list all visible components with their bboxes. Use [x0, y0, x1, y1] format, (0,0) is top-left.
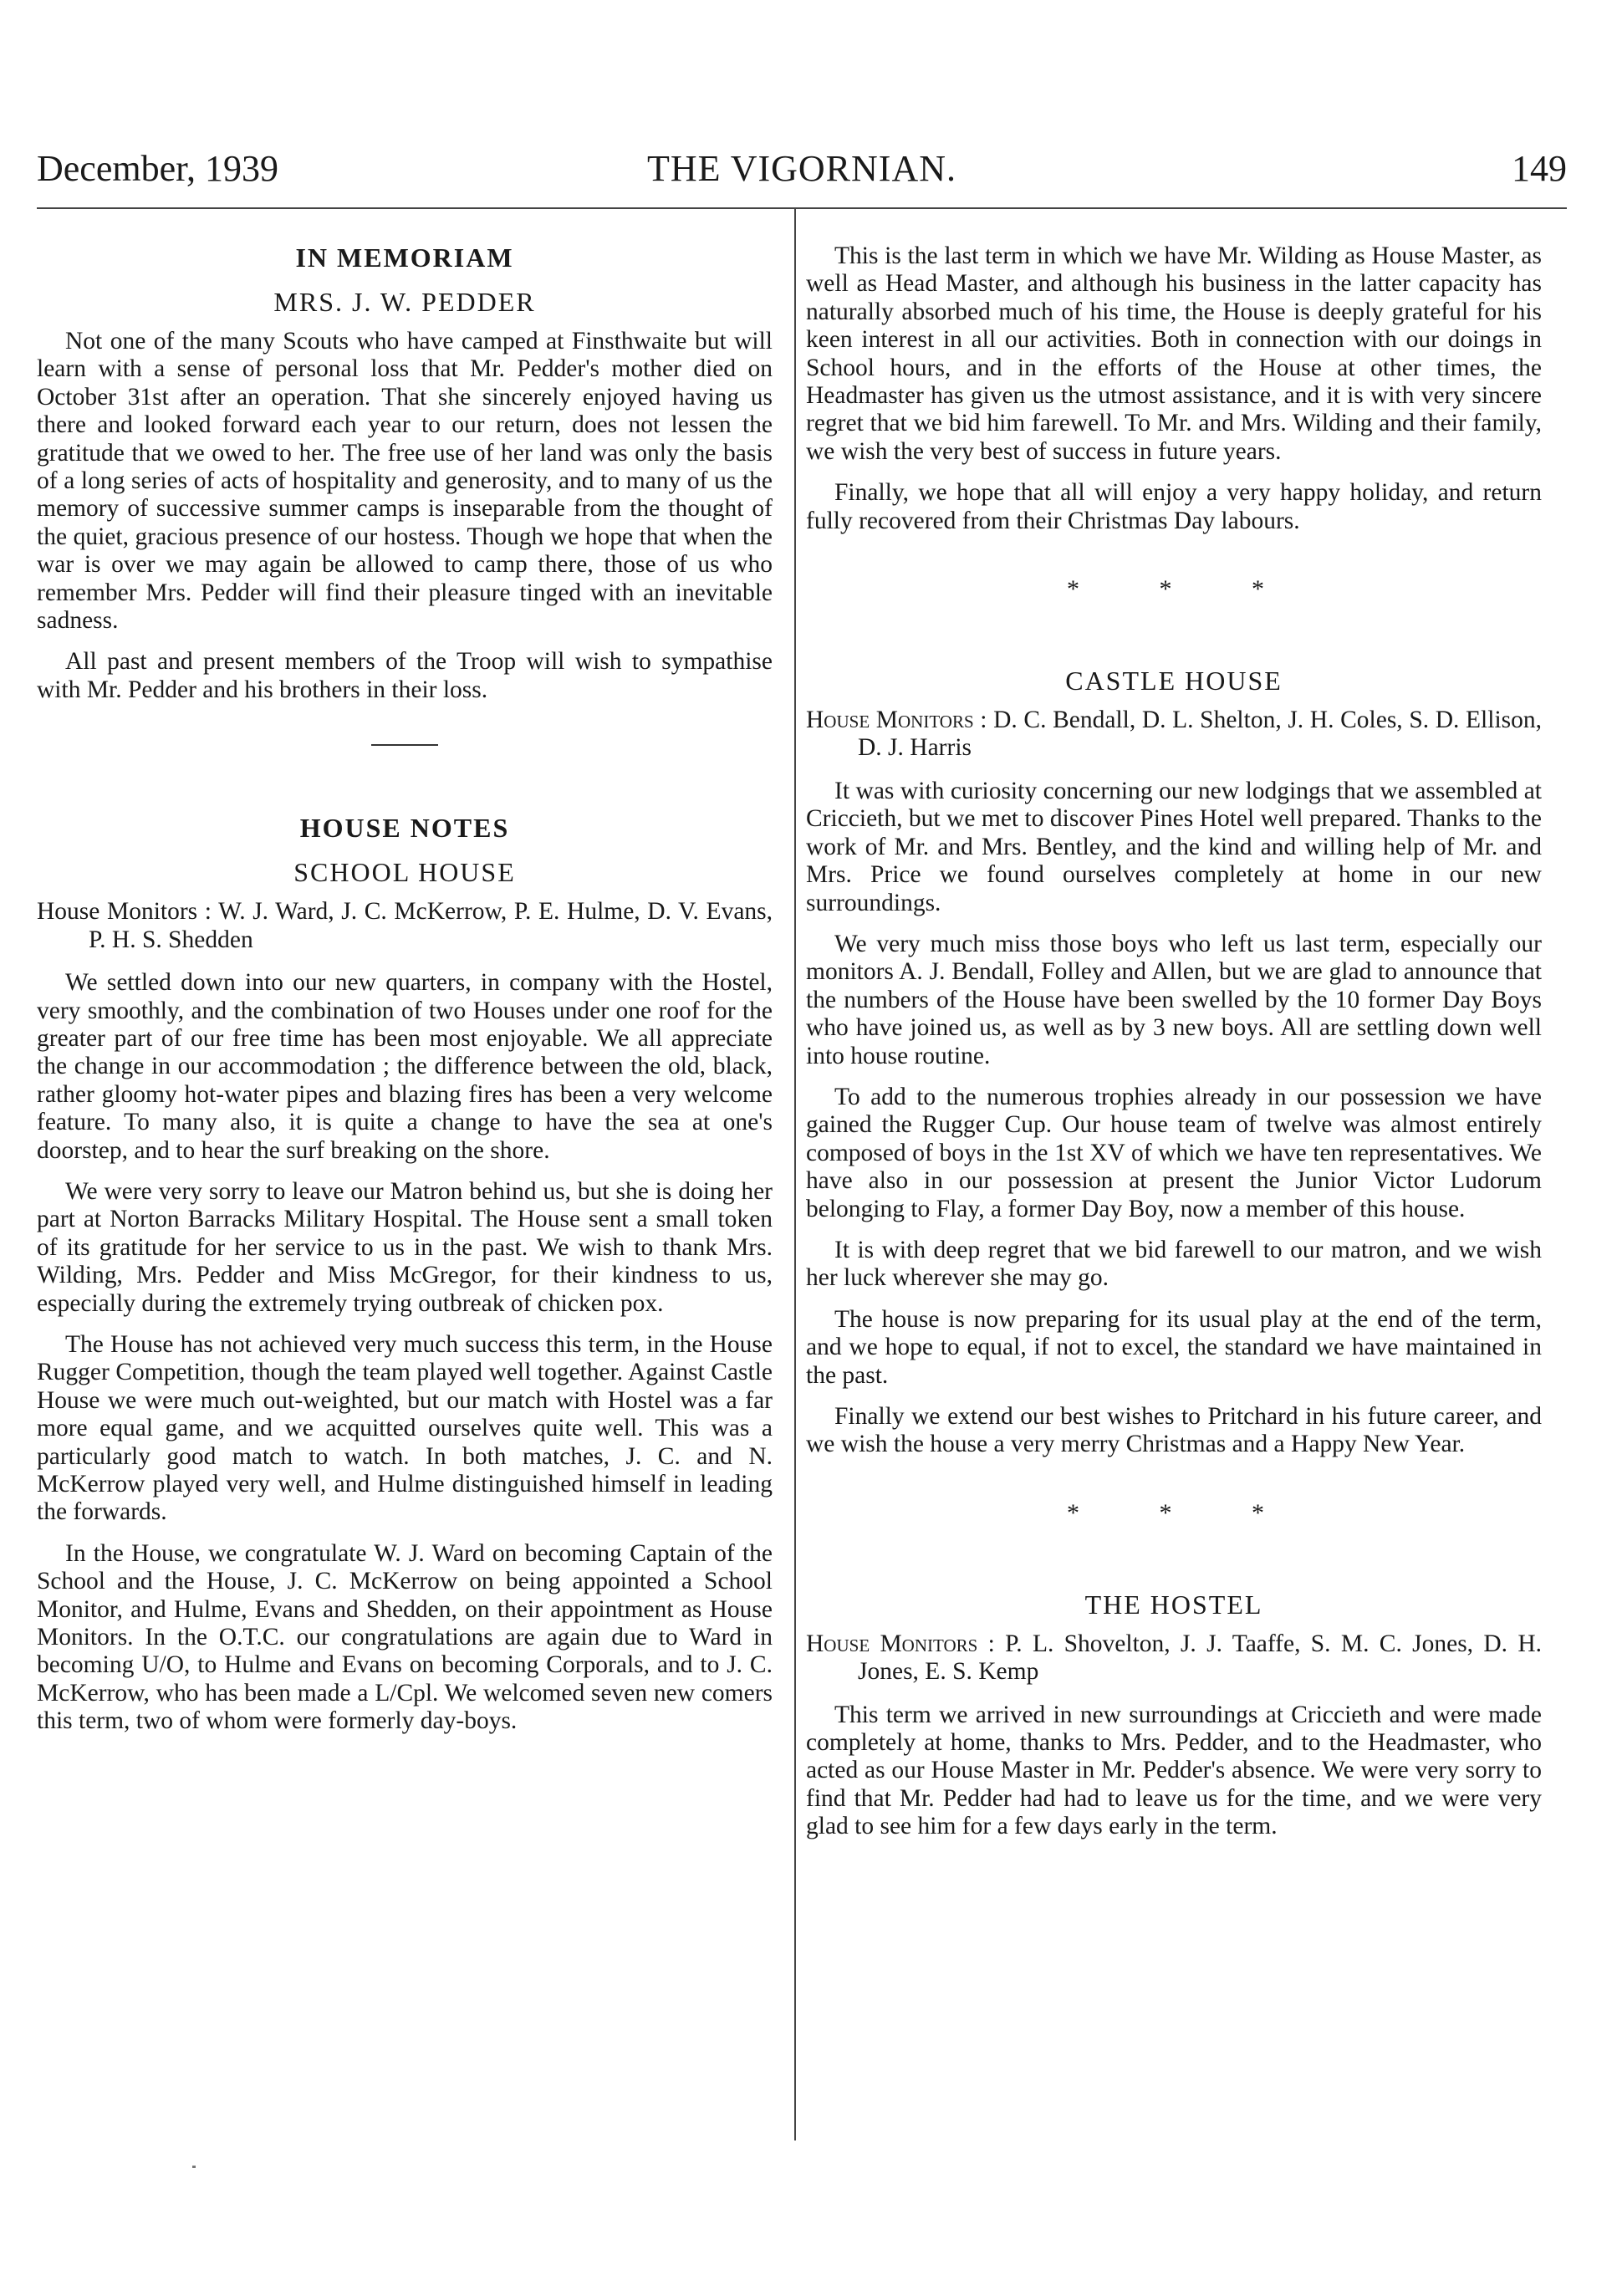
castle-house-heading: CASTLE HOUSE — [1065, 666, 1283, 696]
memoriam-subheading: MRS. J. W. PEDDER — [273, 287, 536, 317]
left-column — [37, 242, 773, 1749]
section-separator: * * * — [1067, 1498, 1301, 1527]
castle-house-paragraph: To add to the numerous trophies already in our possession we have gained the Rugger Cup. Our house team of twelve was almost entirely composed of boys in the 1st XV of which we have ten representatives. We have also in our possession at present the Junior Victor Ludorum belonging to Flay, a former Day Boy, now a member of this house. — [806, 1083, 1542, 1222]
school-house-paragraph: This is the last term in which we have Mr. Wilding as House Master, as well as Head Master, and although his business in the latter capacity has naturally absorbed much of his time, the House is deeply grateful for his keen interest in all our activities. Both in connection with our doings in School hours, and in the efforts of the House at other times, the Headmaster has given us the utmost assistance, and it is with very sincere regret that we bid him farewell. To Mr. and Mrs. Wilding and their family, we wish the very best of success in future years. — [806, 242, 1542, 465]
school-house-monitors — [37, 898, 773, 954]
castle-house-paragraph: It was with curiosity concerning our new lodgings that we assembled at Criccieth, but we met to discover Pines Hotel well prepared. Thanks to the work of Mr. and Mrs. Bentley, and the kind and willing help of Mr. and Mrs. Price we found ourselves completely at home in our new surroundings. — [806, 777, 1542, 916]
monitors-label: House Monitors : — [806, 707, 987, 734]
right-column — [806, 242, 1542, 1855]
castle-house-monitors — [806, 707, 1542, 763]
monitors-names: D. C. Bendall, D. L. Shelton, J. H. Coles, S. D. Ellison, D. J. Harris — [858, 707, 1542, 762]
hostel-heading: THE HOSTEL — [1084, 1589, 1263, 1620]
monitors-names: W. J. Ward, J. C. McKerrow, P. E. Hulme, D. V. Evans, P. H. S. Shedden — [89, 898, 773, 953]
page-number: 149 — [1512, 148, 1567, 189]
monitors-names: P. L. Shovelton, J. J. Taaffe, S. M. C. Jones, D. H. Jones, E. S. Kemp — [858, 1630, 1543, 1686]
school-house-heading: SCHOOL HOUSE — [293, 857, 516, 888]
school-house-paragraph: We were very sorry to leave our Matron behind us, but she is doing her part at Norton Barracks Military Hospital. The House sent a small token of its gratitude for her service to us in the past. We wish to thank Mrs. Wilding, Mrs. Pedder and Miss McGregor, for their kindness to us, especially during the extremely trying outbreak of chicken pox. — [37, 1177, 773, 1317]
section-separator: * * * — [1067, 575, 1301, 604]
castle-house-paragraph: It is with deep regret that we bid farewell to our matron, and we wish her luck wherever she may go. — [806, 1236, 1542, 1292]
memoriam-paragraph: All past and present members of the Troop will wish to sympathise with Mr. Pedder and his brothers in their loss. — [37, 648, 773, 703]
school-house-paragraph: We settled down into our new quarters, in company with the Hostel, very smoothly, and the combination of two Houses under one roof for the greater part of our free time has been most enjoyable. We all appreciate the change in our accommodation ; the difference between the old, black, rather gloomy hot-water pipes and blazing fires has been a very welcome feature. To many also, it is quite a change to have the sea at one's doorstep, and to hear the surf breaking on the shore. — [37, 969, 773, 1164]
hostel-monitors — [806, 1630, 1542, 1686]
school-house-paragraph: In the House, we congratulate W. J. Ward on becoming Captain of the School and the House, J. C. McKerrow on being appointed a School Monitor, and Hulme, Evans and Shedden, on their appointment as House Monitors. In the O.T.C. our congratulations are again due to Ward in becoming U/O, to Hulme and Evans on becoming Corporals, and to J. C. McKerrow, who has been made a L/Cpl. We welcomed seven new comers this term, two of whom were formerly day-boys. — [37, 1539, 773, 1735]
header-rule — [37, 207, 1567, 209]
castle-house-paragraph: Finally we extend our best wishes to Pritchard in his future career, and we wish the house a very merry Christmas and a Happy New Year. — [806, 1403, 1542, 1458]
school-house-paragraph: Finally, we hope that all will enjoy a very happy holiday, and return fully recovered from their Christmas Day labours. — [806, 479, 1542, 534]
memoriam-paragraph: Not one of the many Scouts who have camped at Finsthwaite but will learn with a sense of personal loss that Mr. Pedder's mother died on October 31st after an operation. That she sincerely enjoyed having us there and looked forward each year to our return, does not lessen the gratitude that we owed to her. The free use of her land was only the basis of a long series of acts of hospitality and generosity, and to many of us the memory of successive summer camps is inseparable from the thought of the quiet, gracious presence of our hostess. Though we hope that when the war is over we may again be allowed to camp there, those of us who remember Mrs. Pedder will find their pleasure tinged with an inevitable sadness. — [37, 328, 773, 635]
page-header — [37, 147, 1567, 197]
section-rule — [371, 744, 438, 746]
issue-date: December, 1939 — [37, 148, 279, 189]
house-notes-heading: HOUSE NOTES — [299, 813, 510, 844]
monitors-label: House Monitors : — [806, 1630, 995, 1657]
monitors-label: House Monitors : — [37, 898, 212, 926]
memoriam-heading: IN MEMORIAM — [295, 242, 514, 273]
hostel-paragraph: This term we arrived in new surroundings at Criccieth and were made completely at home, thanks to Mrs. Pedder, and to the Headmaster, who acted as our House Master in Mr. Pedder's absence. We were very sorry to find that Mr. Pedder had had to leave us for the time, and we were very glad to see him for a few days early in the term. — [806, 1701, 1542, 1840]
school-house-paragraph: The House has not achieved very much success this term, in the House Rugger Competition, though the team played well together. Against Castle House we were much out-weighted, but our match with Hostel was a far more equal game, and we acquitted ourselves quite well. This was a particularly good match to watch. In both matches, J. C. and N. McKerrow played very well, and Hulme distinguished himself in leading the forwards. — [37, 1330, 773, 1526]
publication-title: THE VIGORNIAN. — [646, 148, 957, 189]
castle-house-paragraph: We very much miss those boys who left us last term, especially our monitors A. J. Bendall, Folley and Allen, but we are glad to announce that the numbers of the House have been swelled by the 10 former Day Boys who have joined us, as well as by 3 new boys. All are settling down well into house routine. — [806, 930, 1542, 1069]
castle-house-paragraph: The house is now preparing for its usual play at the end of the term, and we hope to equal, if not to excel, the standard we have maintained in the past. — [806, 1305, 1542, 1389]
print-speck — [192, 2166, 196, 2168]
column-divider — [794, 209, 796, 2140]
